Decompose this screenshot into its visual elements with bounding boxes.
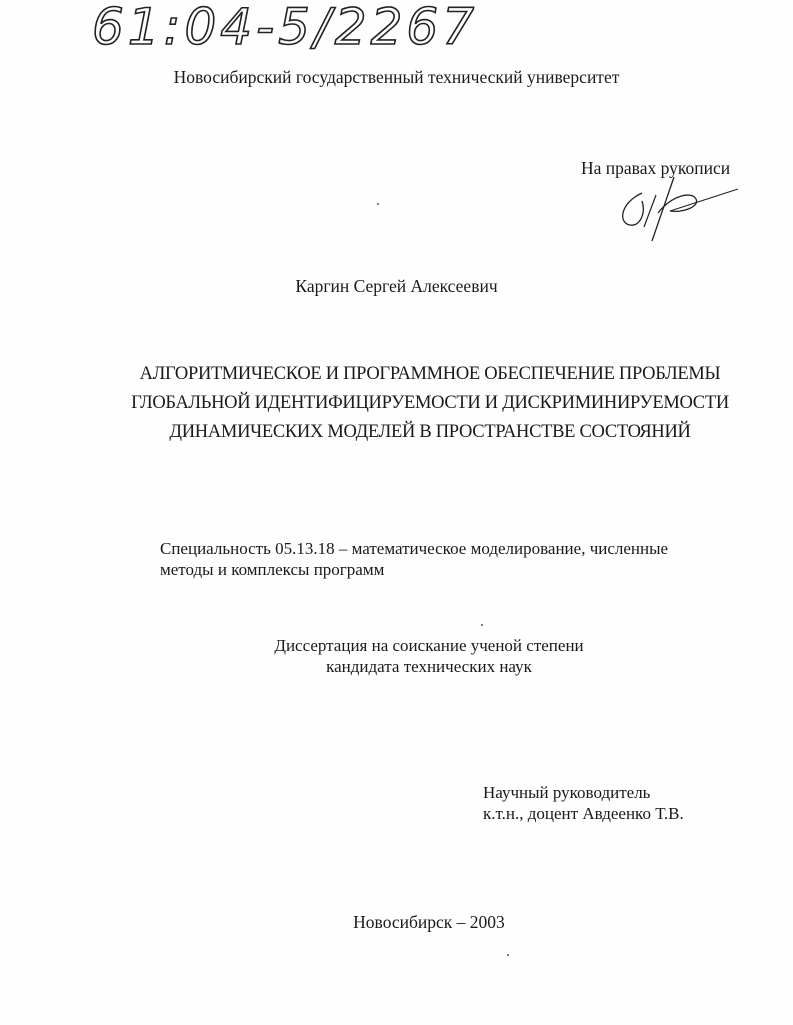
title-line: АЛГОРИТМИЧЕСКОЕ И ПРОГРАММНОЕ ОБЕСПЕЧЕНИЕ ПРОБЛЕМЫ: [139, 364, 721, 384]
scan-speck: [481, 624, 483, 626]
supervisor-line: Научный руководитель: [483, 783, 651, 802]
specialty-block: [160, 538, 668, 580]
manuscript-rights-note: На правах рукописи: [581, 158, 731, 178]
specialty-line: Специальность 05.13.18 – математическое моделирование, численные: [160, 539, 669, 558]
archive-number-text: 61:04-5/2267: [92, 0, 479, 52]
title-line: ДИНАМИЧЕСКИХ МОДЕЛЕЙ В ПРОСТРАНСТВЕ СОСТОЯНИЙ: [169, 422, 691, 442]
scan-speck: [507, 954, 509, 956]
city-year: Новосибирск – 2003: [353, 912, 505, 932]
university-name: Новосибирский государственный технический университет: [173, 67, 620, 87]
specialty-line: методы и комплексы программ: [160, 560, 385, 579]
author-name: Каргин Сергей Алексеевич: [295, 276, 498, 296]
dissertation-title: [100, 360, 760, 447]
degree-line: Диссертация на соискание ученой степени: [274, 636, 584, 655]
degree-block: [0, 635, 793, 677]
supervisor-line: к.т.н., доцент Авдеенко Т.В.: [483, 804, 684, 823]
degree-line: кандидата технических наук: [326, 657, 532, 676]
supervisor-block: [483, 782, 684, 824]
signature-icon: [612, 175, 742, 245]
handwritten-archive-number: [88, 0, 508, 52]
scan-speck: [377, 203, 379, 205]
title-line: ГЛОБАЛЬНОЙ ИДЕНТИФИЦИРУЕМОСТИ И ДИСКРИМИНИРУЕМОСТИ: [131, 393, 729, 413]
